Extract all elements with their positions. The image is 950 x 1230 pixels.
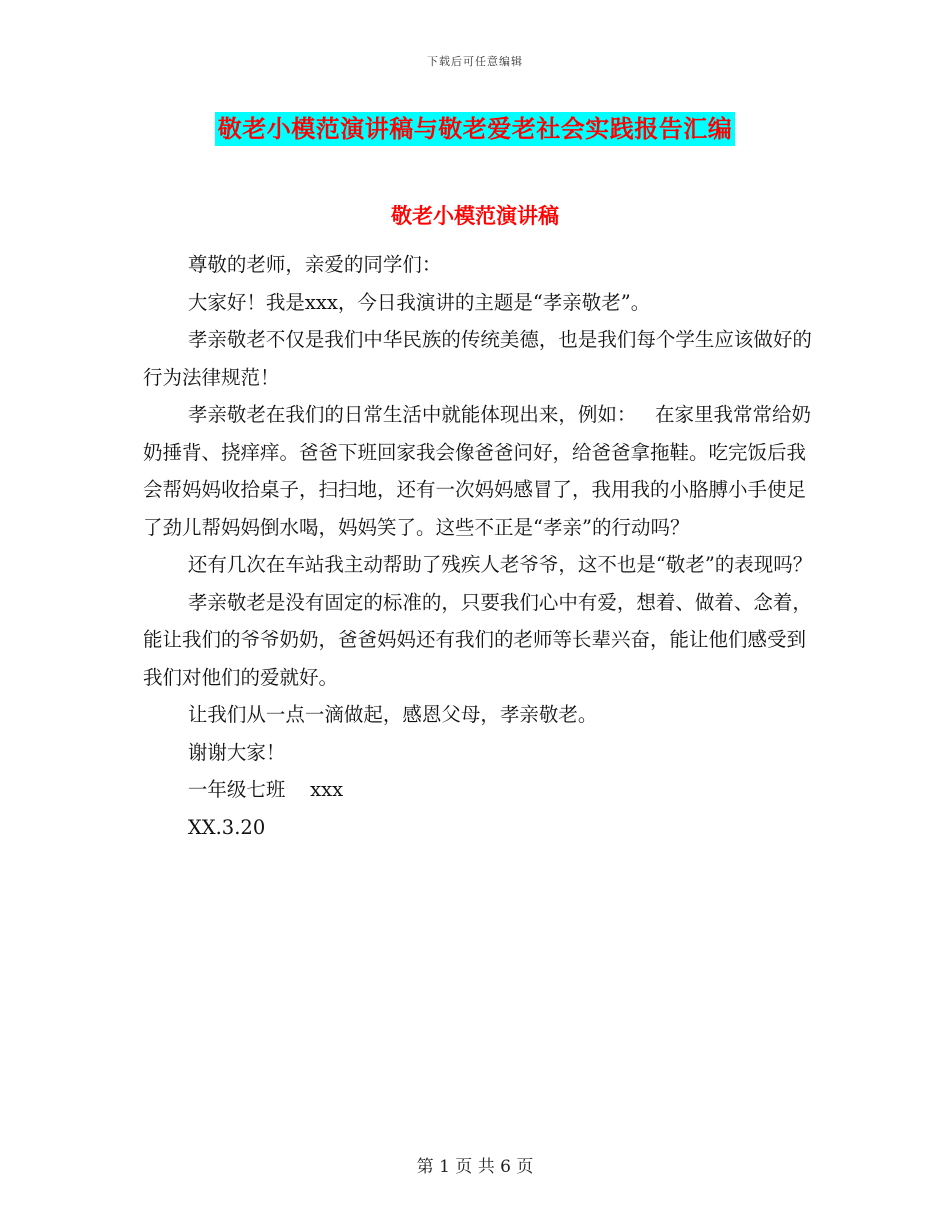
paragraph-greeting: 尊敬的老师，亲爱的同学们： xyxy=(187,253,442,276)
speech-body xyxy=(143,246,813,846)
paragraph-examples: 孝亲敬老在我们的日常生活中就能体现出来，例如： 在家里我常常给奶奶捶背、挠痒痒。爸爸下班回家我会像爸爸问好，给爸爸拿拖鞋。吃完饭后我会帮妈妈收拾桌子，扫扫地，还有一次妈妈感冒了，我用我的小胳膊小手使足了劲儿帮妈妈倒水喝，妈妈笑了。这些不正是“孝亲”的行动吗？ xyxy=(143,403,811,539)
paragraph-station: 还有几次在车站我主动帮助了残疾人老爷爷，这不也是“敬老”的表现吗？ xyxy=(187,553,813,576)
paragraph-virtue: 孝亲敬老不仅是我们中华民族的传统美德，也是我们每个学生应该做好的行为法律规范！ xyxy=(143,328,812,389)
page-footer: 第 1 页 共 6 页 xyxy=(416,1157,534,1177)
header-note: 下载后可任意编辑 xyxy=(427,55,523,68)
paragraph-standard: 孝亲敬老是没有固定的标准的，只要我们心中有爱，想着、做着、念着，能让我们的爷爷奶奶，爸爸妈妈还有我们的老师等长辈兴奋，能让他们感受到我们对他们的爱就好。 xyxy=(143,590,812,689)
paragraph-thanks: 谢谢大家！ xyxy=(187,740,286,764)
paragraph-date: XX.3.20 xyxy=(187,815,266,839)
section-title: 敬老小模范演讲稿 xyxy=(391,203,559,228)
paragraph-call-to-action: 让我们从一点一滴做起，感恩父母，孝亲敬老。 xyxy=(187,703,598,726)
main-title: 敬老小模范演讲稿与敬老爱老社会实践报告汇编 xyxy=(215,112,736,146)
paragraph-signature: 一年级七班 xxx xyxy=(187,778,344,801)
main-title-wrap xyxy=(0,112,950,146)
paragraph-intro: 大家好！我是xxx，今日我演讲的主题是“孝亲敬老”。 xyxy=(187,290,651,314)
